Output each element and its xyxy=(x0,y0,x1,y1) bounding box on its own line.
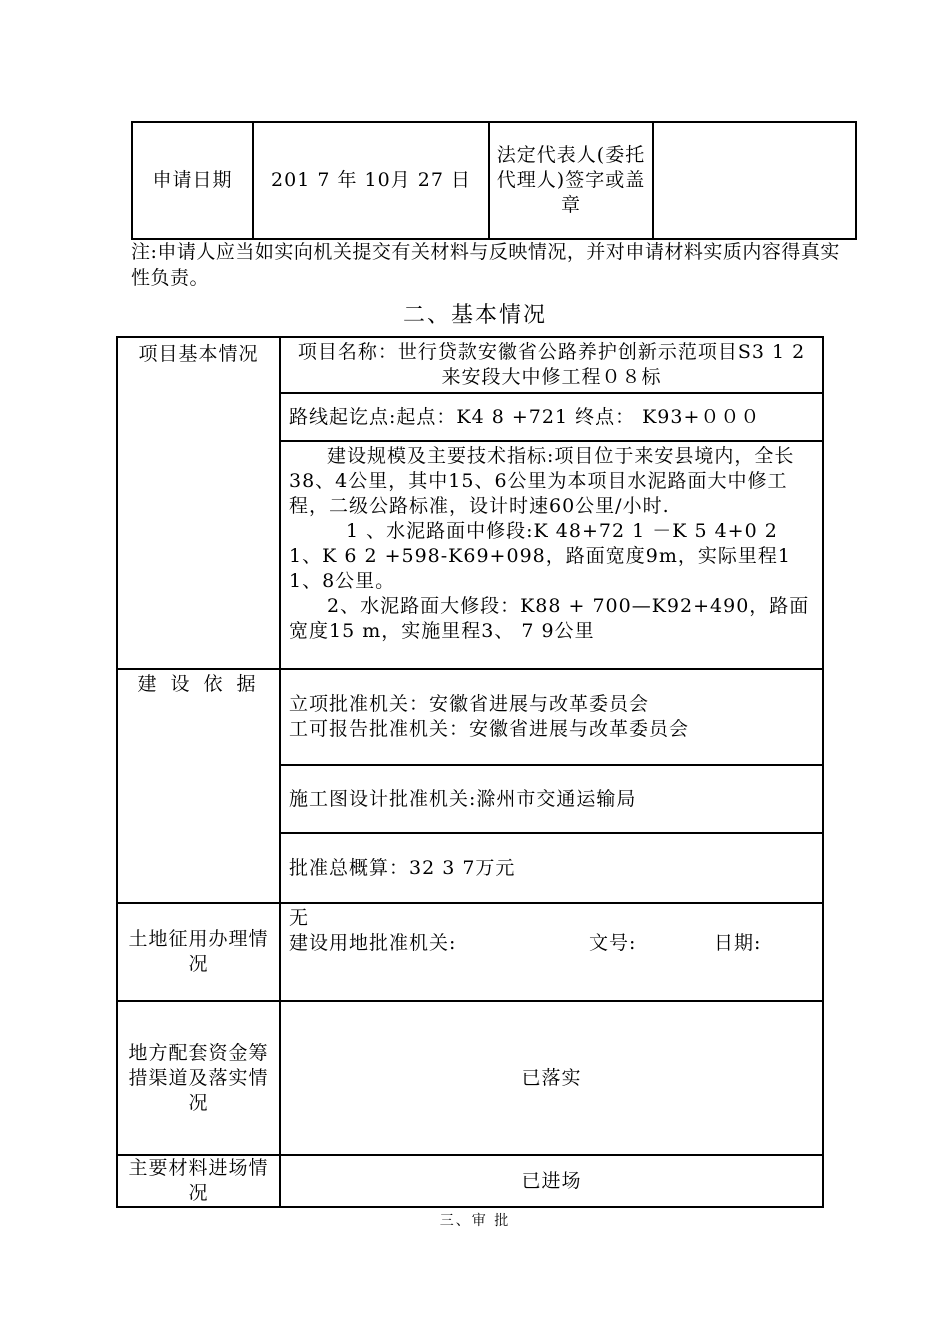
materials-label: 主要材料进场情况 xyxy=(117,1155,280,1207)
total-budget: 批准总概算：32 3 7万元 xyxy=(280,833,823,903)
route-range: 路线起讫点:起点：K4 8 +721 终点： K93+０００ xyxy=(280,393,823,441)
approval-1: 立项批准机关：安徽省进展与改革委员会 xyxy=(289,693,650,715)
construction-scale xyxy=(280,441,823,669)
land-date: 日期: xyxy=(714,932,762,954)
materials-value: 已进场 xyxy=(280,1155,823,1207)
section-title: 二、基本情况 xyxy=(402,303,547,328)
design-approval: 施工图设计批准机关:滁州市交通运输局 xyxy=(280,765,823,833)
land-authority: 建设用地批准机关: xyxy=(289,932,457,954)
note-text: 注:申请人应当如实向机关提交有关材料与反映情况，并对申请材料实质内容得真实性负责。 xyxy=(131,241,840,289)
signature-label: 法定代表人(委托代理人)签字或盖章 xyxy=(489,122,653,239)
scale-item-1: 1 、水泥路面中修段:K 48+72 1 －K 5 4+0 2 1、K 6 2 +598-K69+098，路面宽度9m，实际里程1 1、8公里。 xyxy=(289,520,791,592)
basis-label: 建 设 依 据 xyxy=(117,669,280,903)
project-approval xyxy=(280,669,823,765)
funds-value: 已落实 xyxy=(280,1001,823,1155)
date-value: 201 7 年 10月 27 日 xyxy=(253,122,489,239)
project-label: 项目基本情况 xyxy=(117,337,280,669)
signature-value xyxy=(653,122,856,239)
scale-intro: 建设规模及主要技术指标:项目位于来安县境内，全长38、4公里，其中15、6公里为本项目水泥路面大中修工程，二级公路标准，设计时速60公里/小时. xyxy=(289,445,795,517)
funds-label: 地方配套资金筹措渠道及落实情况 xyxy=(117,1001,280,1155)
land-info xyxy=(280,903,823,1001)
land-status: 无 xyxy=(289,907,310,929)
application-table xyxy=(131,121,857,240)
land-label: 土地征用办理情况 xyxy=(117,903,280,1001)
approval-2: 工可报告批准机关：安徽省进展与改革委员会 xyxy=(289,718,690,740)
scale-item-2: 2、水泥路面大修段：K88 + 700—K92+490，路面宽度15 m，实施里程3、 7 9公里 xyxy=(289,595,810,642)
project-name: 项目名称：世行贷款安徽省公路养护创新示范项目S3 1 2来安段大中修工程０８标 xyxy=(280,337,823,393)
footer-section-title: 三、审 批 xyxy=(439,1213,511,1229)
basic-info-table xyxy=(116,336,824,1208)
land-doc-no: 文号: xyxy=(589,932,637,954)
date-label: 申请日期 xyxy=(132,122,253,239)
